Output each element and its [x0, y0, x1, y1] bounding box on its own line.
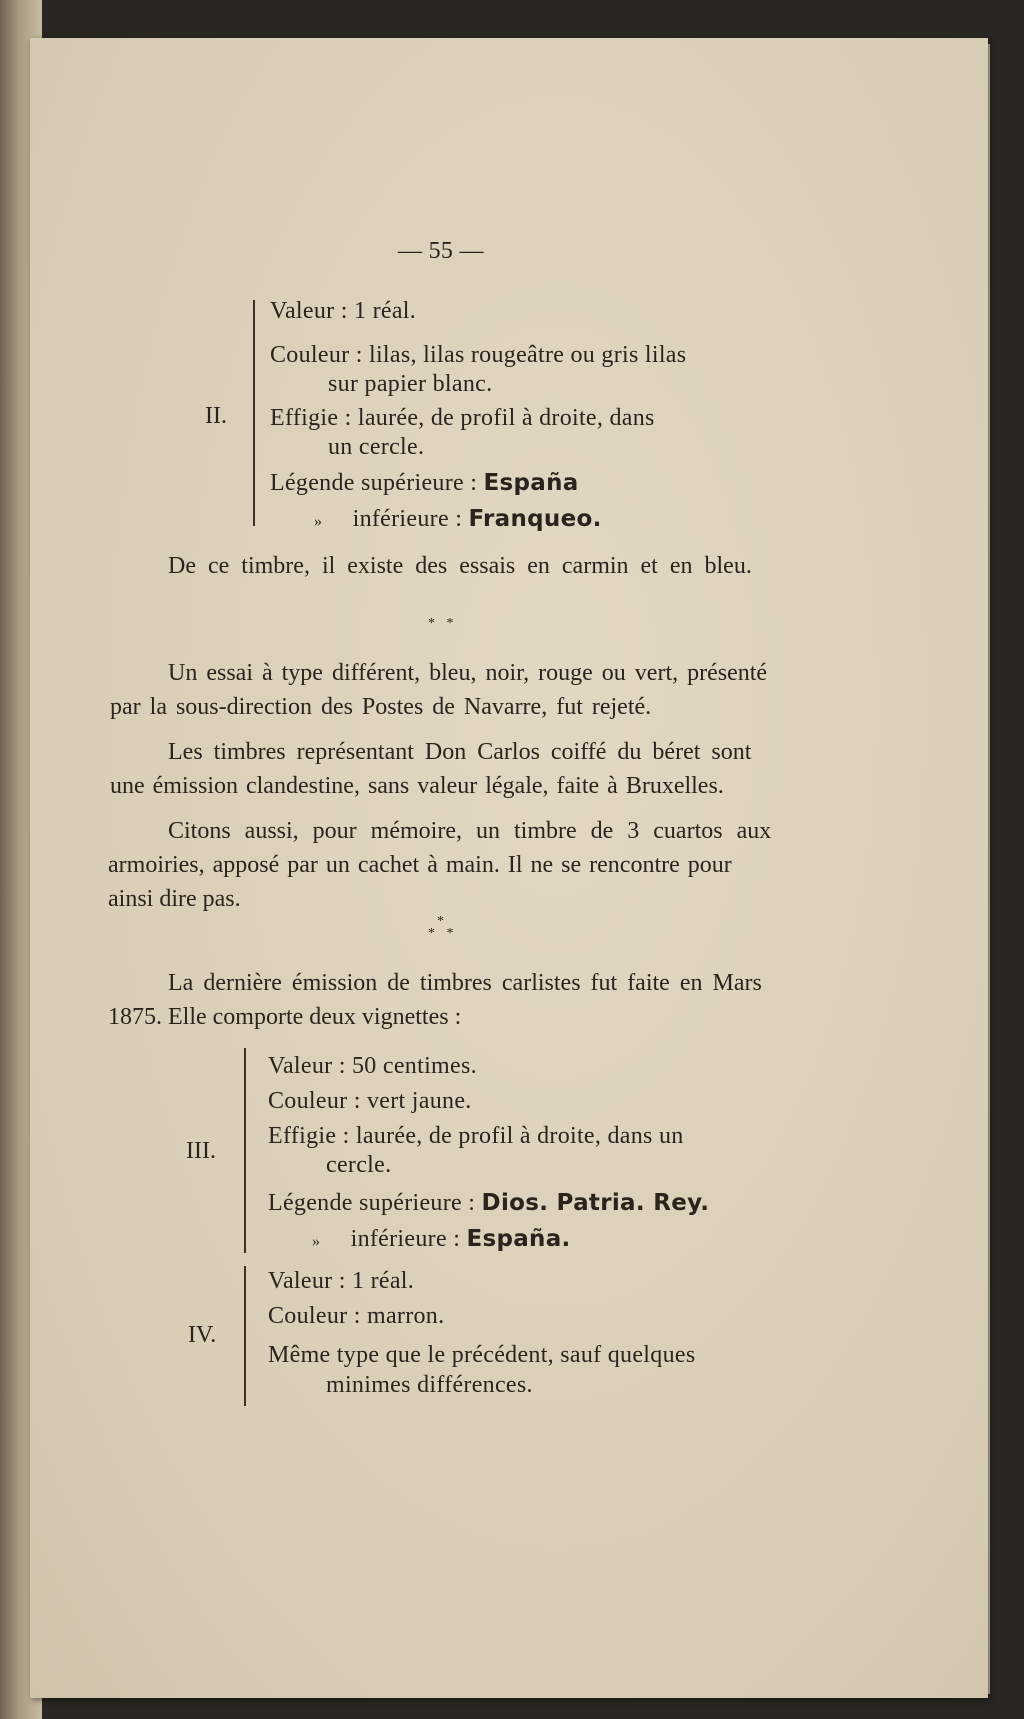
ii-legende-inf-value: Franqueo.	[468, 506, 602, 532]
iii-legende-inf	[312, 1226, 571, 1253]
ii-legende-sup	[270, 470, 579, 497]
iii-effigie-line1: Effigie : laurée, de profil à droite, dans un	[268, 1123, 684, 1149]
iii-ditto-mark: »	[312, 1233, 321, 1250]
iv-valeur: Valeur : 1 réal.	[268, 1268, 415, 1294]
iii-valeur: Valeur : 50 centimes.	[268, 1053, 477, 1079]
ii-legende-sup-label: Légende supérieure :	[270, 470, 484, 496]
brace-iii	[244, 1048, 246, 1253]
ii-couleur-line2: sur papier blanc.	[328, 371, 493, 397]
separator-asterisks-2-bottom: * *	[428, 926, 458, 941]
iii-legende-sup-value: Dios. Patria. Rey.	[481, 1190, 710, 1216]
ii-effigie-line1: Effigie : laurée, de profil à droite, dans	[270, 405, 655, 431]
iii-legende-inf-label: inférieure :	[350, 1226, 467, 1252]
iii-couleur: Couleur : vert jaune.	[268, 1088, 472, 1114]
roman-iii: III.	[186, 1138, 216, 1164]
ii-valeur: Valeur : 1 réal.	[270, 298, 417, 324]
paragraph-essais: De ce timbre, il existe des essais en carmin et en bleu.	[168, 553, 752, 579]
ii-legende-inf	[314, 506, 602, 533]
ii-effigie-line2: un cercle.	[328, 434, 425, 460]
iii-legende-inf-value: España.	[466, 1226, 571, 1252]
ii-legende-inf-label: inférieure :	[352, 506, 469, 532]
ii-ditto-mark: »	[314, 513, 323, 530]
paragraph-timbres-line1: Les timbres représentant Don Carlos coiffé du béret sont	[168, 739, 752, 765]
iv-meme-line1: Même type que le précédent, sauf quelques	[268, 1342, 696, 1368]
ii-legende-sup-value: España	[483, 470, 579, 496]
paragraph-derniere-line1: La dernière émission de timbres carlistes fut faite en Mars	[168, 970, 762, 996]
brace-ii	[253, 300, 255, 526]
paragraph-timbres-line2: une émission clandestine, sans valeur légale, faite à Bruxelles.	[110, 773, 724, 799]
paragraph-essai-line1: Un essai à type différent, bleu, noir, rouge ou vert, présenté	[168, 660, 768, 686]
roman-ii: II.	[205, 403, 227, 429]
paragraph-citons-line1: Citons aussi, pour mémoire, un timbre de 3 cuartos aux	[168, 818, 772, 844]
iv-meme-line2: minimes différences.	[326, 1372, 533, 1398]
separator-asterisks-1: * *	[428, 616, 458, 631]
roman-iv: IV.	[188, 1322, 217, 1348]
iv-couleur: Couleur : marron.	[268, 1303, 445, 1329]
separator-asterisks-2-top: *	[437, 914, 448, 929]
brace-iv	[244, 1266, 246, 1406]
iii-legende-sup-label: Légende supérieure :	[268, 1190, 482, 1216]
iii-effigie-line2: cercle.	[326, 1152, 392, 1178]
paragraph-essai-line2: par la sous-direction des Postes de Navarre, fut rejeté.	[110, 694, 652, 720]
page-number: — 55 —	[398, 238, 484, 264]
iii-legende-sup	[268, 1190, 709, 1217]
paragraph-citons-line3: ainsi dire pas.	[108, 886, 241, 912]
ii-couleur-line1: Couleur : lilas, lilas rougeâtre ou gris lilas	[270, 342, 687, 368]
paragraph-derniere-line2: 1875. Elle comporte deux vignettes :	[108, 1004, 462, 1030]
paragraph-citons-line2: armoiries, apposé par un cachet à main. Il ne se rencontre pour	[108, 852, 732, 878]
